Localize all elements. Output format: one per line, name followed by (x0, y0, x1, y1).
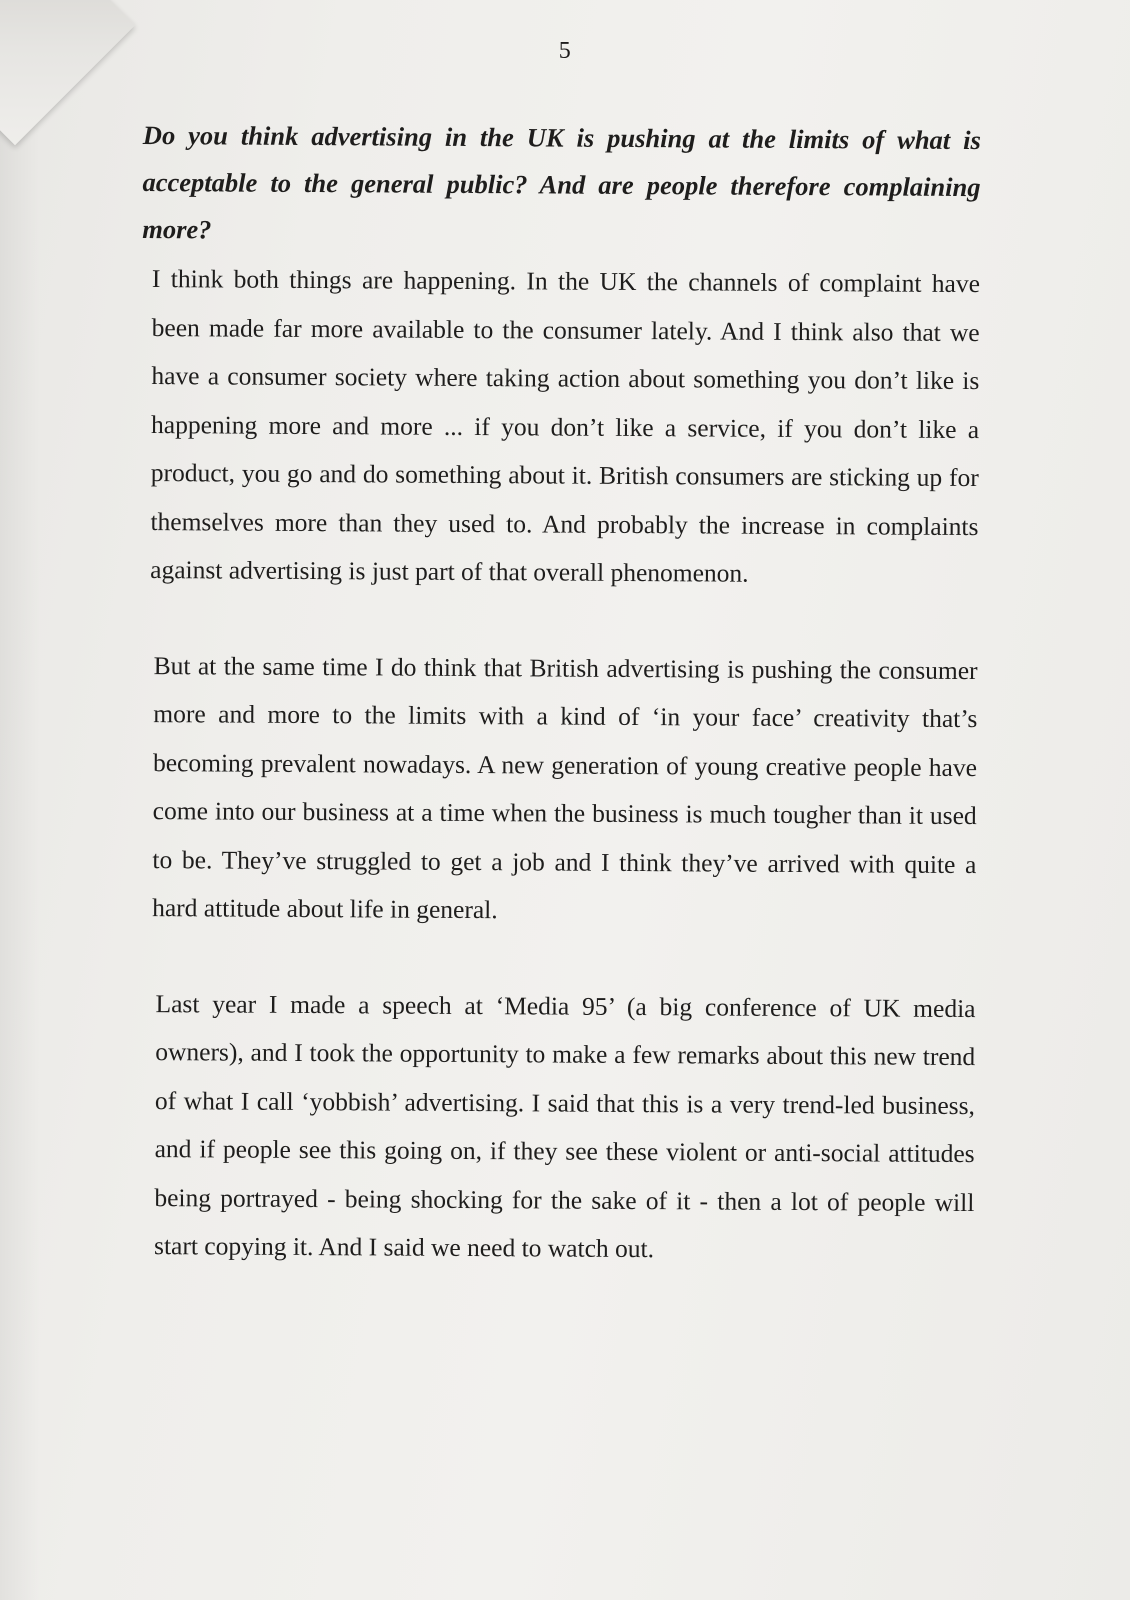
page-edge-shadow (0, 0, 40, 1600)
folded-corner (0, 0, 135, 145)
answer-paragraph-2: But at the same time I do think that British advertising is pushing the consumer more and more to the limits with a kind of ‘in your face’ creativity that’s becoming prevalent nowadays. A new generation of young creative people have come into our business at a time when the business is much tougher than it used to be. They’ve struggled to get a job and I think they’ve arrived with quite a hard attitude about life in general. (152, 650, 978, 925)
question-block (142, 112, 981, 258)
page-number: 5 (558, 38, 572, 64)
answer-paragraph-3: Last year I made a speech at ‘Media 95’ (a big conference of UK media owners), and I took the opportunity to make a few remarks about this new trend of what I call ‘yobbish’ advertising. I said that this is a very trend-led business, and if people see this going on, if they see these violent or anti-social attitudes being portrayed - being shocking for the sake of it - then a lot of people will start copying it. And I said we need to watch out. (153, 988, 976, 1264)
answer-paragraph-1: I think both things are happening. In the UK the channels of complaint have been made far more available to the consumer lately. And I think also that we have a consumer society where taking action about something you don’t like is happening more and more ... if you don’t like a service, if you don’t like a product, you go and do something about it. British consumers are sticking up for themselves more than they used to. And probably the increase in complaints against advertising is just part of that overall phenomenon. (150, 264, 981, 588)
interview-question: Do you think advertising in the UK is pushing at the limits of what is acceptable to the general public? And are people therefore complaining more? (142, 119, 981, 245)
page-body (136, 112, 981, 1276)
